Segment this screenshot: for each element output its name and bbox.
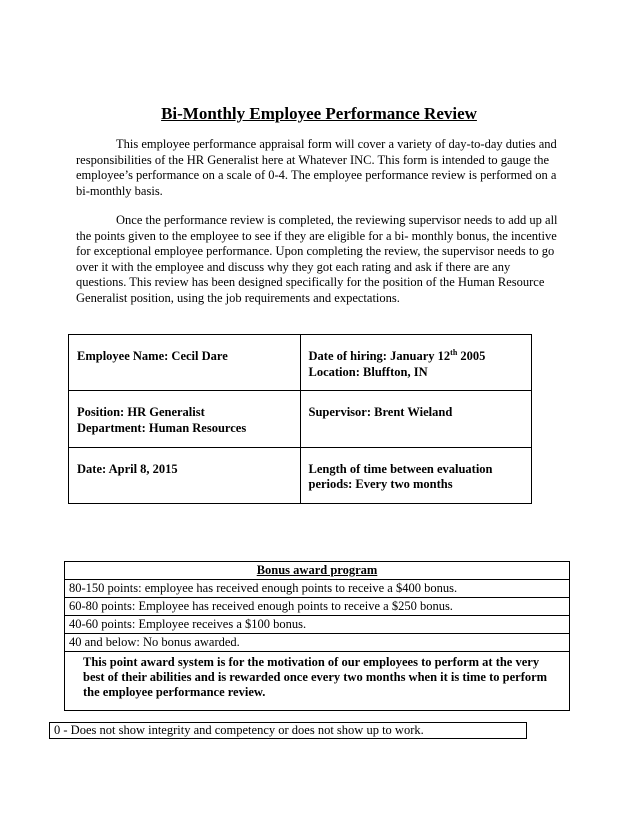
- bonus-note: This point award system is for the motivation of our employees to perform at the very best of their abilities and is rewarded once every two months when it is time to perform the employee performance review.: [65, 652, 570, 711]
- review-date-cell: [69, 447, 301, 503]
- bonus-row: 60-80 points: Employee has received enough points to receive a $250 bonus.: [65, 598, 570, 616]
- supervisor-cell: [300, 391, 532, 447]
- bonus-heading: Bonus award program: [65, 562, 570, 580]
- hire-date: [309, 349, 524, 365]
- bonus-row: 80-150 points: employee has received enough points to receive a $400 bonus.: [65, 580, 570, 598]
- supervisor: Supervisor: Brent Wieland: [308, 405, 453, 420]
- bonus-award-table: [64, 561, 570, 711]
- evaluation-period-line-1: Length of time between evaluation: [308, 461, 493, 476]
- scale-item-0: 0 - Does not show integrity and competency or does not show up to work.: [49, 722, 527, 739]
- location: Location: Bluffton, IN: [308, 364, 428, 379]
- position-department-cell: [69, 391, 301, 447]
- department: Department: Human Resources: [77, 420, 247, 435]
- page-title: Bi-Monthly Employee Performance Review: [161, 104, 477, 123]
- bonus-row: 40-60 points: Employee receives a $100 bonus.: [65, 616, 570, 634]
- hire-date-year: 2005: [457, 349, 486, 363]
- position: Position: HR Generalist: [77, 405, 205, 420]
- hire-date-ordinal: th: [450, 347, 458, 357]
- intro-text: [76, 137, 562, 320]
- intro-paragraph-1: This employee performance appraisal form will cover a variety of day-to-day duties and responsibilities of the HR Generalist here at Whatever INC. This form is intended to gauge the employee’s performance on a scale of 0-4. The employee performance review is performed on a bi-monthly basis.: [76, 137, 557, 198]
- evaluation-period-line-2: periods: Every two months: [308, 477, 453, 492]
- intro-paragraph-2: Once the performance review is completed, the reviewing supervisor needs to add up all the points given to the employee to see if they are eligible for a bi- monthly bonus, the incentive for exceptional employee performance. Upon completing the review, the supervisor needs to go over it with the employee and discuss why they got each rating and ask if there are any questions. This review has been designed specifically for the position of the Human Resource Generalist position, using the job requirements and expectations.: [76, 213, 558, 305]
- employee-info-table: [68, 334, 532, 504]
- review-date: Date: April 8, 2015: [77, 461, 178, 476]
- hire-date-prefix: Date of hiring: January 12: [308, 349, 451, 363]
- evaluation-period-cell: [300, 447, 532, 503]
- employee-name: Employee Name: Cecil Dare: [77, 349, 228, 363]
- employee-name-cell: [69, 335, 301, 391]
- bonus-row: 40 and below: No bonus awarded.: [65, 634, 570, 652]
- hire-location-cell: [300, 335, 532, 391]
